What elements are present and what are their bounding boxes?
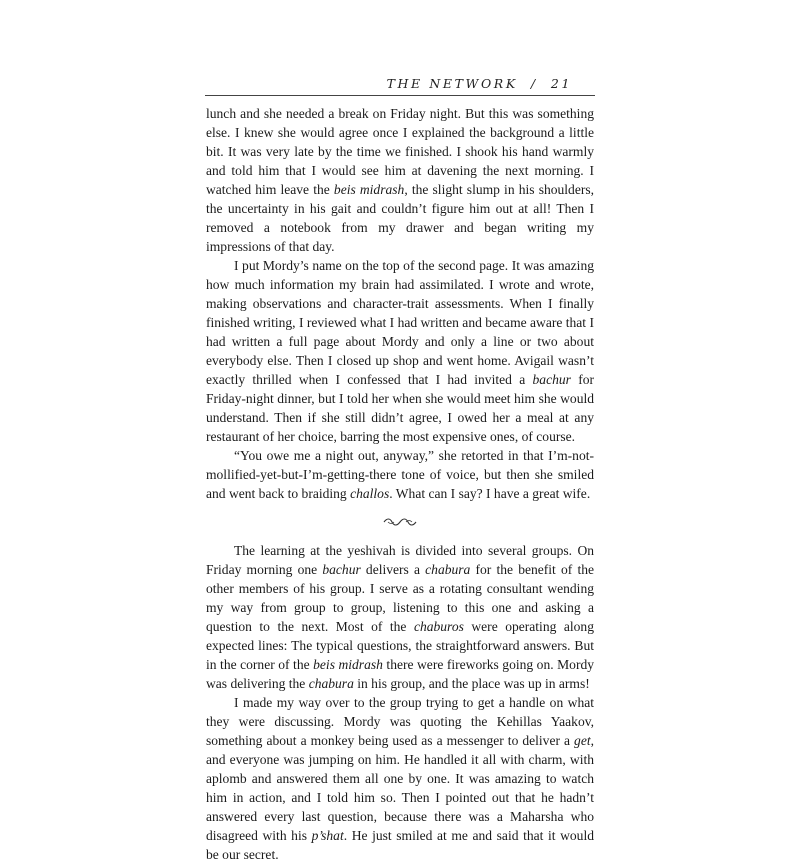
text-run: . What can I say? I have a great wife. bbox=[389, 486, 591, 501]
paragraph bbox=[206, 446, 594, 503]
italic-term: p’shat bbox=[311, 828, 344, 843]
page-number: 21 bbox=[550, 76, 572, 91]
text-run: for the benefit of the other members of his group. I serve as a rotating consultant wending my way from group to group, listening to this one and asking a question to the next. Most of the bbox=[206, 562, 594, 634]
text-run: . He just smiled at me and said that it would be our secret. bbox=[206, 828, 594, 862]
italic-term: chabura bbox=[308, 676, 354, 691]
text-run: “You owe me a night out, anyway,” she retorted in that I’m-not-mollified-yet-but-I’m-getting-there tone of voice, but then she smiled and went back to braiding bbox=[206, 448, 594, 501]
text-run: were operating along expected lines: The typical questions, the straightforward answers. But in the corner of the bbox=[206, 619, 594, 672]
text-run: The learning at the yeshivah is divided into several groups. On Friday morning one bbox=[206, 543, 594, 577]
running-head-separator: / bbox=[530, 76, 538, 91]
italic-term: chaburos bbox=[413, 619, 464, 634]
text-run: , and everyone was jumping on him. He handled it all with charm, with aplomb and answered them all one by one. It was amazing to watch him in action, and I told him so. Then I pointed out that he hadn’t answered every last question, because there was a Maharsha who disagreed with his bbox=[206, 733, 594, 843]
text-run: I made my way over to the group trying to get a handle on what they were discussing. Mordy was quoting the Kehillas Yaakov, something about a monkey being used as a messenger to deliver a bbox=[206, 695, 594, 748]
italic-term: bachur bbox=[532, 372, 571, 387]
running-head-title: THE NETWORK bbox=[386, 76, 518, 91]
running-head bbox=[387, 76, 572, 91]
header-rule bbox=[205, 95, 595, 96]
italic-term: beis midrash bbox=[333, 182, 405, 197]
paragraph bbox=[206, 541, 594, 693]
section-break-ornament bbox=[206, 503, 594, 541]
italic-term: beis midrash bbox=[313, 657, 383, 672]
text-run: lunch and she needed a break on Friday night. But this was something else. I knew she would agree once I explained the background a little bit. It was very late by the time we finished. I shook his hand warmly and told him that I would see him at davening the next morning. I watched him leave the bbox=[206, 106, 594, 197]
italic-term: bachur bbox=[322, 562, 361, 577]
body-text bbox=[206, 104, 594, 864]
text-run: for Friday-night dinner, but I told her when she would meet him she would understand. Then if she still didn’t agree, I owed her a meal at any restaurant of her choice, barring the most expensive ones, of course. bbox=[206, 372, 594, 444]
text-run: there were fireworks going on. Mordy was delivering the bbox=[206, 657, 595, 691]
italic-term: chabura bbox=[425, 562, 471, 577]
italic-term: challos bbox=[350, 486, 390, 501]
text-run: I put Mordy’s name on the top of the second page. It was amazing how much information my brain had assimilated. I wrote and wrote, making observations and character-trait assessments. When I finally finished writing, I reviewed what I had written and became aware that I had written a full page about Mordy and only a line or two about everybody else. Then I closed up shop and went home. Avigail wasn’t exactly thrilled when I confessed that I had invited a bbox=[206, 258, 594, 387]
paragraph bbox=[206, 256, 594, 446]
text-run: in his group, and the place was up in arms! bbox=[353, 676, 590, 691]
text-run: delivers a bbox=[360, 562, 426, 577]
italic-term: get bbox=[574, 733, 591, 748]
paragraph bbox=[206, 693, 594, 864]
text-run: , the slight slump in his shoulders, the uncertainty in his gait and couldn’t figure him out at all! Then I removed a notebook from my drawer and began writing my impressions of that day. bbox=[206, 182, 595, 254]
paragraph bbox=[206, 104, 594, 256]
